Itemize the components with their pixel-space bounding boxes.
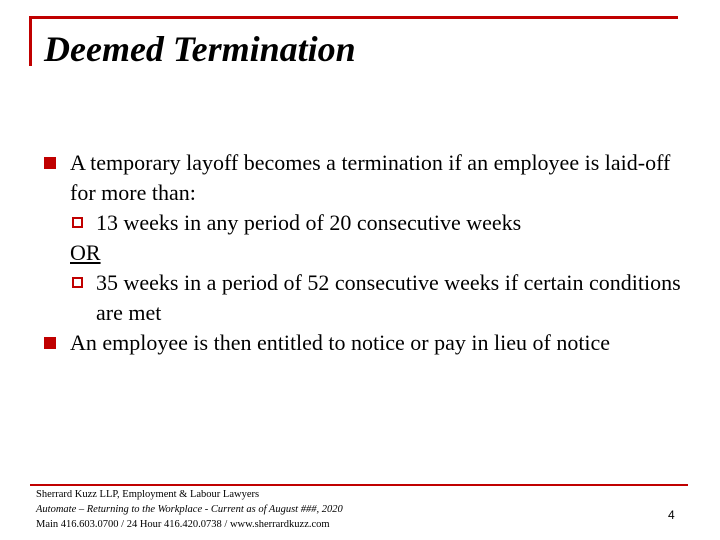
sub-1-text: 13 weeks in any period of 20 consecutive weeks (96, 210, 522, 235)
title-frame-left-rule (29, 16, 32, 66)
sub-2-text: 35 weeks in a period of 52 consecutive weeks if certain conditions are met (96, 270, 681, 325)
checkbox-bullet-icon (72, 277, 83, 288)
or-separator: OR (70, 240, 101, 265)
sub-item-1 (70, 208, 694, 238)
footer-subtitle: Automate – Returning to the Workplace - Current as of August ###, 2020 (36, 504, 343, 515)
slide-title: Deemed Termination (44, 29, 356, 69)
footer-contact: Main 416.603.0700 / 24 Hour 416.420.0738 / www.sherrardkuzz.com (36, 519, 330, 530)
footer (36, 487, 343, 532)
page-number: 4 (668, 508, 675, 522)
footer-rule (30, 484, 688, 486)
title-frame-top-rule (29, 16, 678, 19)
checkbox-bullet-icon (72, 217, 83, 228)
bullet-2-text: An employee is then entitled to notice or pay in lieu of notice (70, 330, 611, 355)
square-bullet-icon (44, 157, 56, 169)
sub-item-2 (70, 268, 694, 328)
square-bullet-icon (44, 337, 56, 349)
slide-body (44, 148, 694, 358)
bullet-item-2 (44, 328, 694, 358)
footer-firm: Sherrard Kuzz LLP, Employment & Labour Lawyers (36, 489, 260, 500)
bullet-item-1 (44, 148, 694, 208)
bullet-1-text: A temporary layoff becomes a termination if an employee is laid-off for more than: (70, 150, 671, 205)
